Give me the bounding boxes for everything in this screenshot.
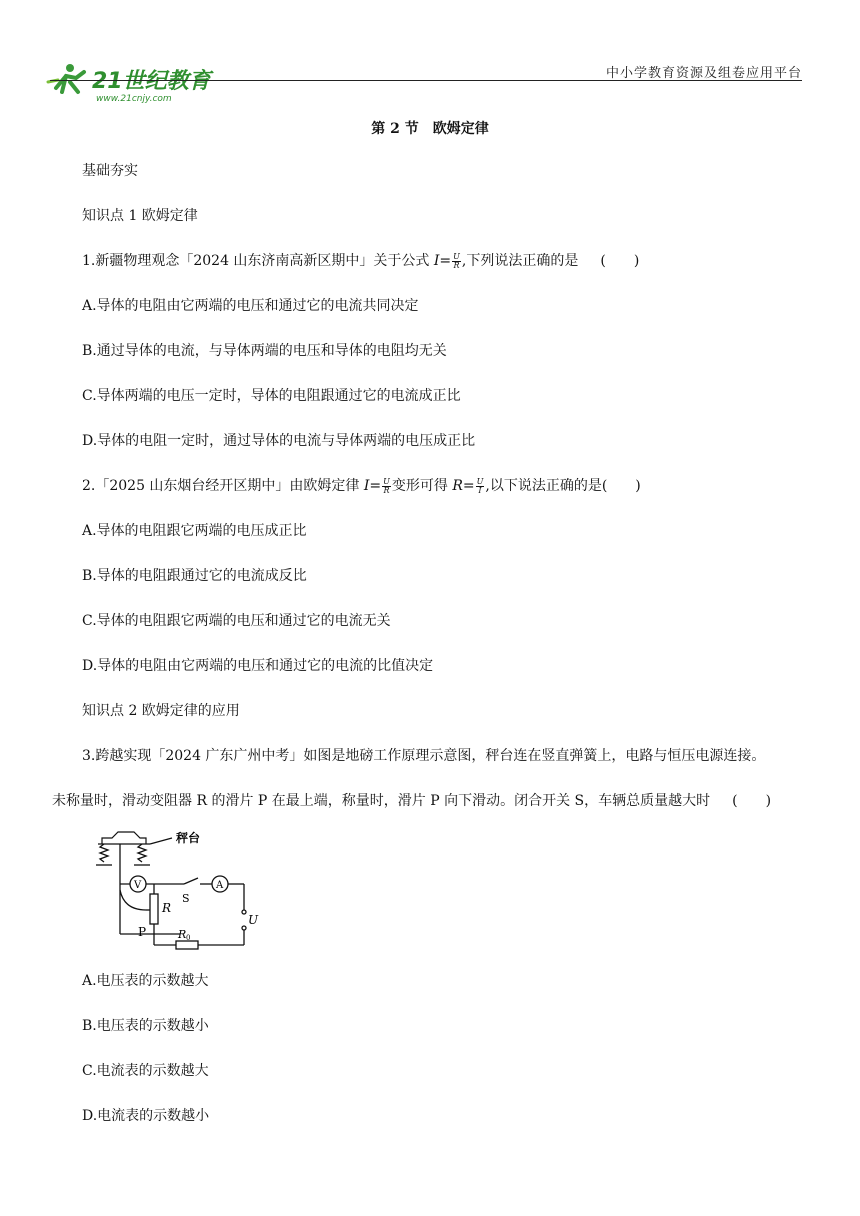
knowledge-point-2: 知识点 2 欧姆定律的应用 xyxy=(82,703,240,719)
svg-text:V: V xyxy=(134,880,142,891)
svg-text:A: A xyxy=(216,880,224,891)
svg-text:21世纪教育: 21世纪教育 xyxy=(92,69,211,94)
svg-text:www.21cnjy.com: www.21cnjy.com xyxy=(96,94,172,104)
site-logo xyxy=(46,58,216,104)
question-1-option-a: A.导体的电阻由它两端的电压和通过它的电流共同决定 xyxy=(82,298,419,314)
question-3-option-a: A.电压表的示数越大 xyxy=(82,973,209,989)
question-1-option-b: B.通过导体的电流，与导体两端的电压和导体的电阻均无关 xyxy=(82,343,447,359)
platform-name: 中小学教育资源及组卷应用平台 xyxy=(605,66,802,81)
fraction: $\frac{U}{R}$ xyxy=(383,476,390,495)
section-heading: 基础夯实 xyxy=(82,163,138,179)
page-title: 第 2 节 欧姆定律 xyxy=(371,121,489,137)
question-3-option-b: B.电压表的示数越小 xyxy=(82,1018,209,1034)
question-2-stem: 2.「2025 山东烟台经开区期中」由欧姆定律 I= $\frac{U}{R}$ 变形可得 R= $\frac{U}{I}$ ,以下说法正确的是( ) xyxy=(82,476,641,495)
weighbridge-circuit-diagram xyxy=(84,830,264,955)
question-3-option-c: C.电流表的示数越大 xyxy=(82,1063,209,1079)
question-2-option-d: D.导体的电阻由它两端的电压和通过它的电流的比值决定 xyxy=(82,658,434,674)
question-2-option-a: A.导体的电阻跟它两端的电压成正比 xyxy=(82,523,307,539)
svg-text:R: R xyxy=(162,901,172,915)
question-2-option-c: C.导体的电阻跟它两端的电压和通过它的电流无关 xyxy=(82,613,391,629)
svg-text:R: R xyxy=(178,928,187,941)
runner-icon xyxy=(48,64,84,92)
svg-text:U: U xyxy=(248,913,259,927)
knowledge-point-1: 知识点 1 欧姆定律 xyxy=(82,208,198,224)
question-3-option-d: D.电流表的示数越小 xyxy=(82,1108,210,1124)
question-1-option-d: D.导体的电阻一定时，通过导体的电流与导体两端的电压成正比 xyxy=(82,433,476,449)
svg-text:秤台: 秤台 xyxy=(176,831,201,845)
question-2-option-b: B.导体的电阻跟通过它的电流成反比 xyxy=(82,568,307,584)
fraction: $\frac{U}{R}$ xyxy=(453,251,460,270)
svg-text:P: P xyxy=(138,925,147,939)
svg-text:0: 0 xyxy=(186,934,191,942)
question-3-stem-line-1: 3.跨越实现「2024 广东广州中考」如图是地磅工作原理示意图，秤台连在竖直弹簧上，电路与恒压电源连接。 xyxy=(82,748,766,764)
svg-text:S: S xyxy=(182,892,190,905)
question-1-option-c: C.导体两端的电压一定时，导体的电阻跟通过它的电流成正比 xyxy=(82,388,461,404)
fraction: $\frac{U}{I}$ xyxy=(476,476,484,495)
question-1-stem: 1.新疆物理观念「2024 山东济南高新区期中」关于公式 I= $\frac{U}{R}$ ,下列说法正确的是 ( ) xyxy=(82,251,640,270)
question-3-stem-line-2: 未称量时，滑动变阻器 R 的滑片 P 在最上端，称量时，滑片 P 向下滑动。闭合开关 S，车辆总质量越大时 ( ) xyxy=(52,793,772,809)
